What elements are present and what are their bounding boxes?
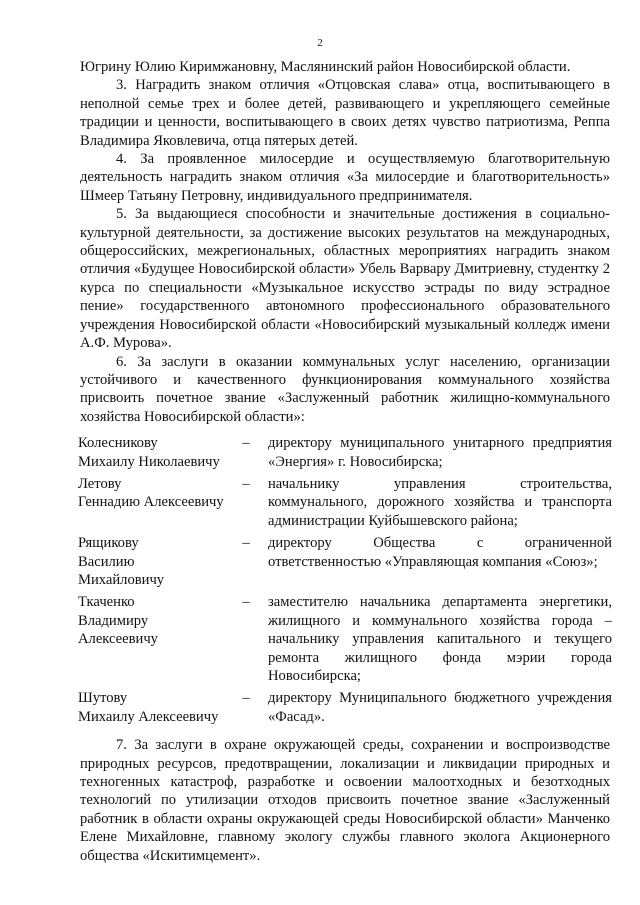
awardee-name: Ткаченко Владимиру Алексеевичу: [78, 594, 158, 648]
awardee-row: [78, 475, 612, 534]
paragraph-3: 3. Наградить знаком отличия «Отцовская слава» отца, воспитывающего в неполной семье трех и более детей, развивающего и укрепляющего семейные традиции и ценности, воспитывающего в своих детях чувство патриотизма, Реппа Владимира Яковлевича, отца пятерых детей.: [80, 77, 610, 149]
dash: –: [242, 690, 250, 707]
awardee-name: Рящикову Василию Михайловичу: [78, 535, 165, 588]
awardees-table: [78, 434, 612, 726]
awardee-row: [78, 534, 612, 593]
dash: –: [242, 594, 250, 611]
dash: –: [242, 435, 250, 452]
awardee-name: Летову Геннадию Алексеевичу: [78, 475, 224, 511]
paragraph-4: 4. За проявленное милосердие и осуществляемую благотворительную деятельность наградить знаком отличия «За милосердие и благотворительность» Шмеер Татьяну Петровну, индивидуального предпринимателя.: [80, 151, 610, 204]
paragraph-continuation: Югрину Юлию Киримжановну, Маслянинский район Новосибирской области.: [80, 59, 571, 75]
awardee-position: директору Муниципального бюджетного учреждения «Фасад».: [268, 690, 612, 725]
awardee-row: [78, 434, 612, 475]
dash: –: [242, 535, 250, 552]
awardee-position: директору Общества с ограниченной ответственностью «Управляющая компания «Союз»;: [268, 535, 612, 570]
document-body: [80, 58, 610, 865]
awardee-name: Шутову Михаилу Алексеевичу: [78, 690, 219, 725]
awardee-row: [78, 593, 612, 689]
paragraph-5: 5. За выдающиеся способности и значительные достижения в социально-культурной деятельности, за достижение высоких результатов на международных, общероссийских, межрегиональных, областных мероприятиях наградить знаком отличия «Будущее Новосибирской области» Убель Варвару Дмитриевну, студентку 2 курса по специальности «Музыкальное искусство эстрады по виду эстрадное пение» государственного автономного профессионального образовательного учреждения Новосибирской области «Новосибирский музыкальный колледж имени А.Ф. Мурова».: [80, 206, 610, 352]
awardee-position: начальнику управления строительства, коммунального, дорожного хозяйства и транспорта администрации Куйбышевского района;: [268, 475, 612, 529]
awardee-position: директору муниципального унитарного предприятия «Энергия» г. Новосибирска;: [268, 435, 612, 470]
paragraph-7: 7. За заслуги в охране окружающей среды, сохранении и воспроизводстве природных ресурсов, предотвращении, локализации и ликвидации природных и техногенных катастроф, разработке и освоении малоотходных и безотходных технологий по утилизации отходов присвоить почетное звание «Заслуженный работник в области охраны окружающей среды Новосибирской области» Манченко Елене Михайловне, главному экологу службы главного эколога Акционерного общества «Искитимцемент».: [80, 737, 610, 864]
page-number: 2: [317, 37, 323, 49]
paragraph-6: 6. За заслуги в оказании коммунальных услуг населению, организации устойчивого и качественного функционирования коммунального хозяйства присвоить почетное звание «Заслуженный работник жилищно-коммунального хозяйства Новосибирской области»:: [80, 353, 610, 425]
dash: –: [242, 475, 250, 492]
awardee-name: Колесникову Михаилу Николаевичу: [78, 435, 220, 470]
awardee-position: заместителю начальника департамента энергетики, жилищного и коммунального хозяйства города – начальнику управления капитального и текущего ремонта жилищного фонда мэрии города Новосибирска;: [268, 594, 612, 684]
awardee-row: [78, 689, 612, 726]
